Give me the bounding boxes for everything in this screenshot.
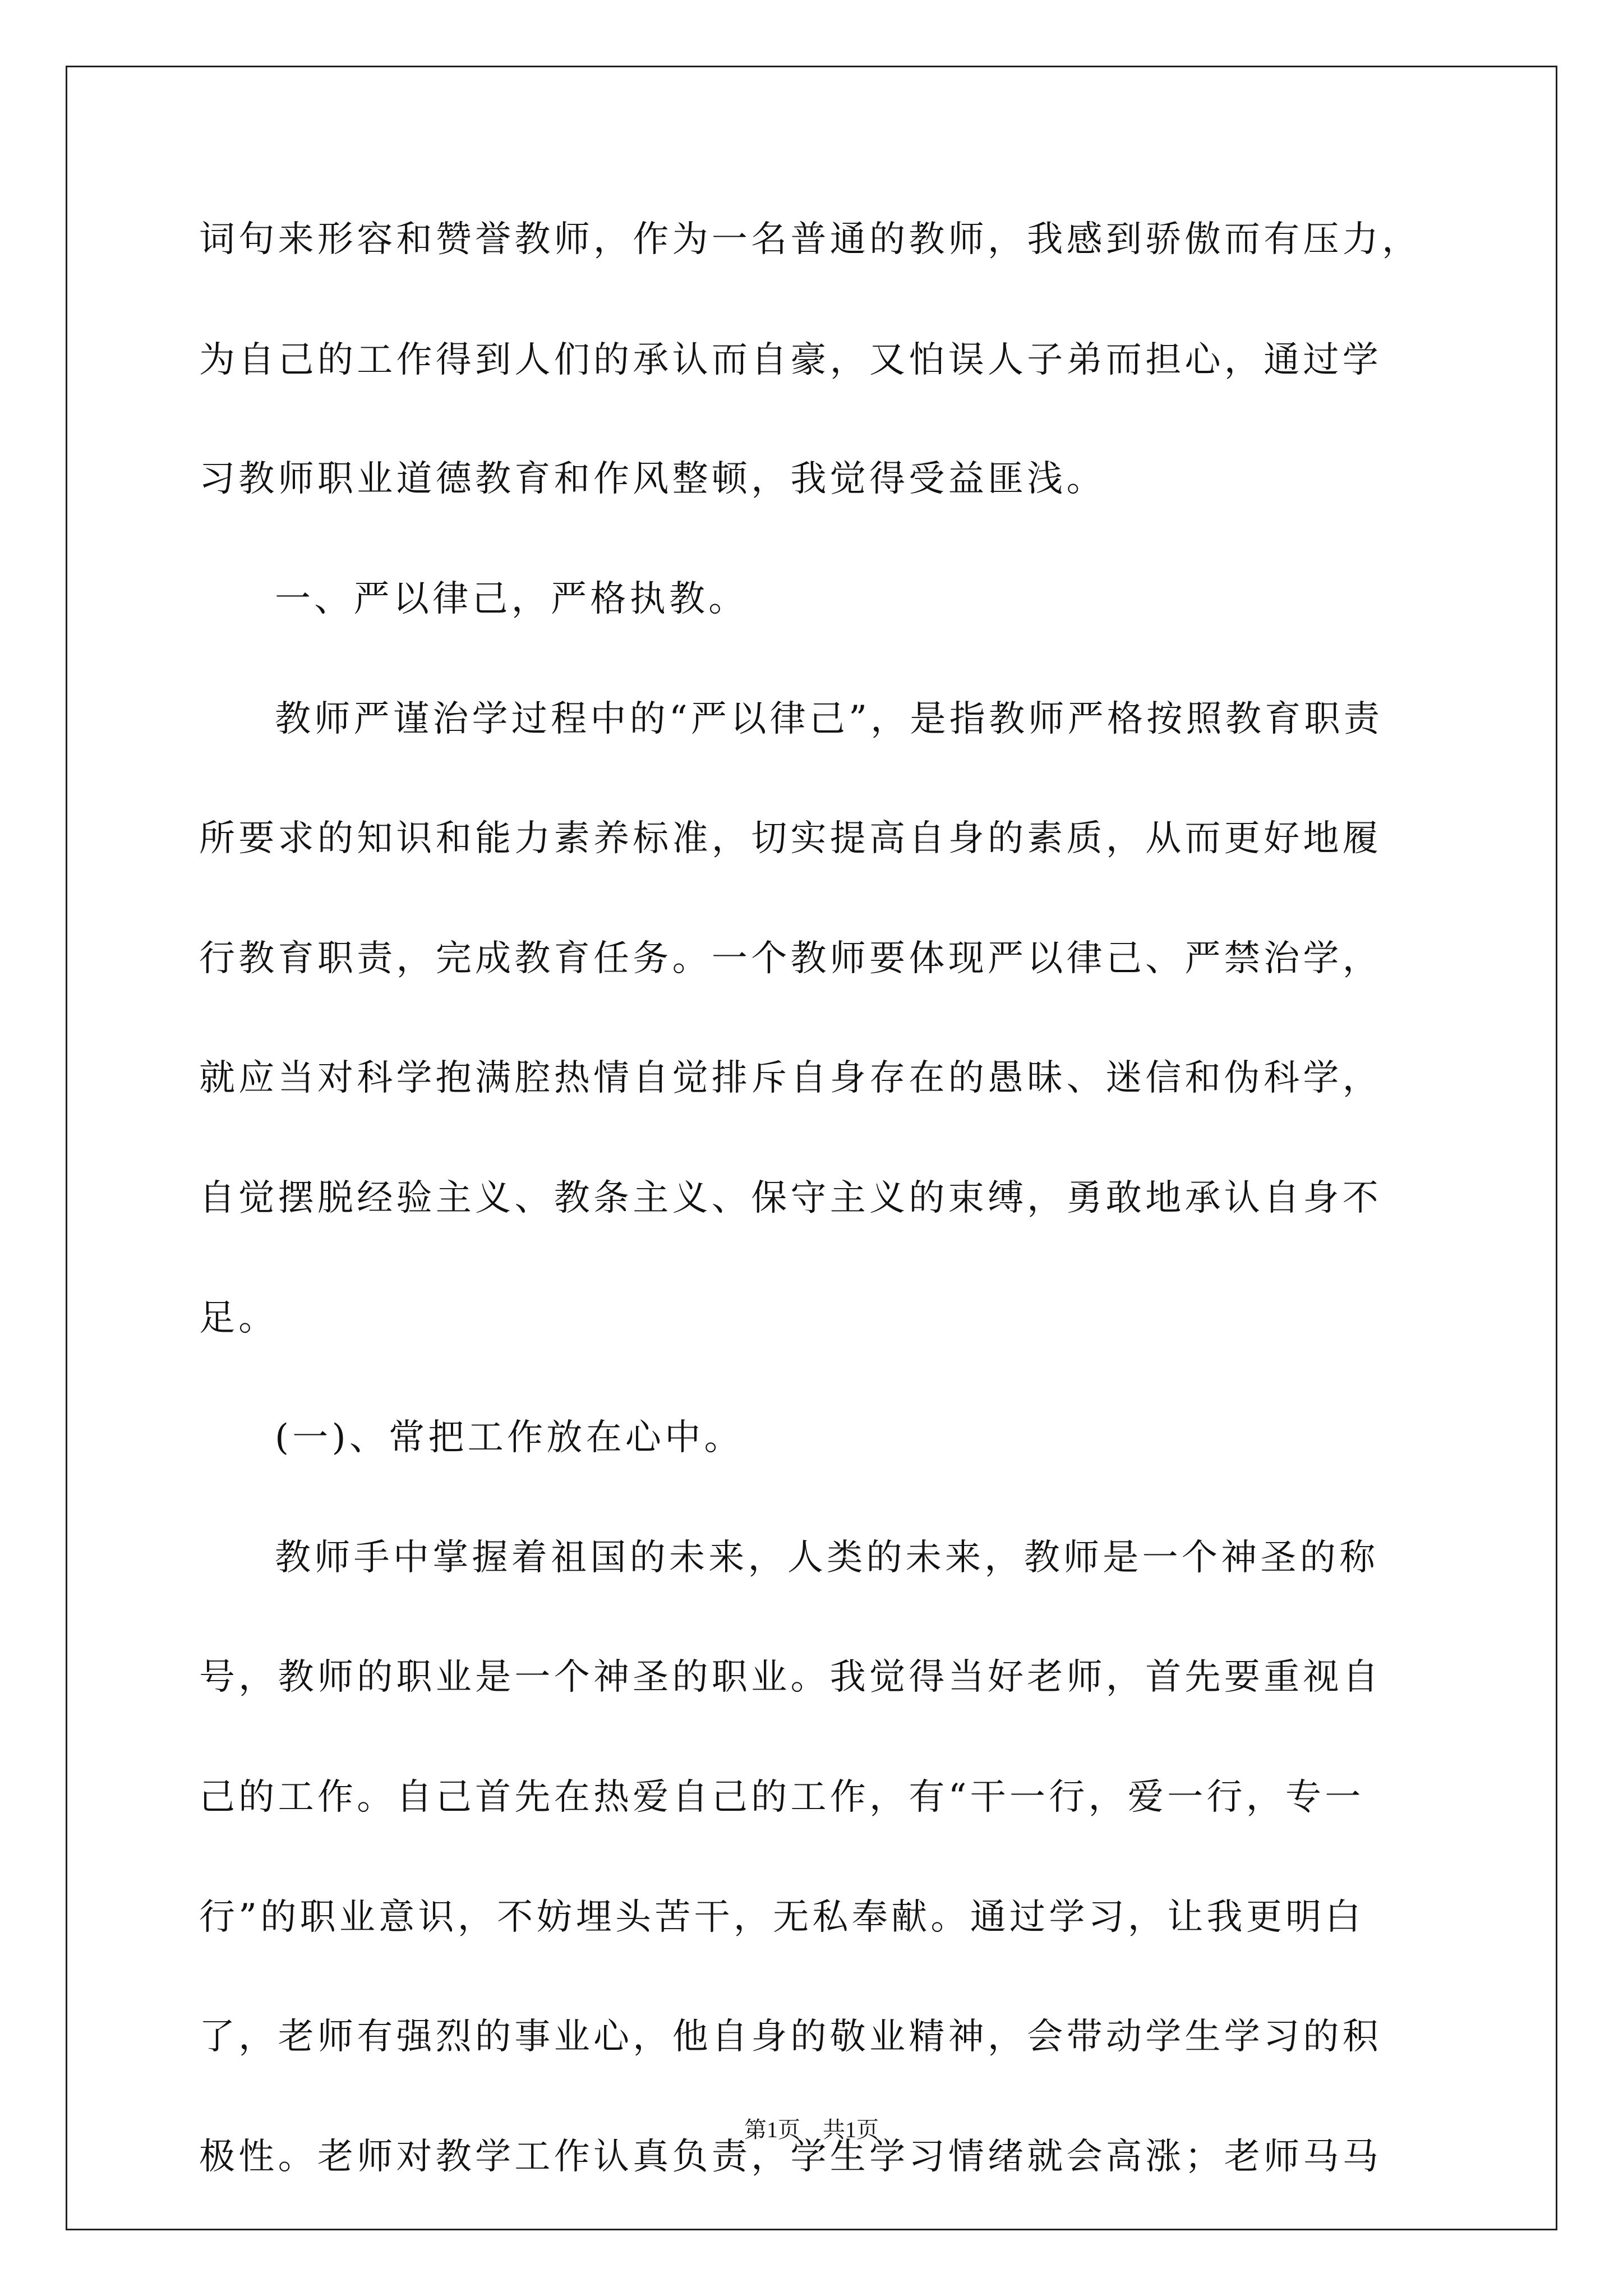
body-line: 足。 (199, 1297, 278, 1339)
body-line: 行教育职责，完成教育任务。一个教师要体现严以律己、严禁治学， (199, 938, 1382, 979)
body-line: 己的工作。自己首先在热爱自己的工作，有“干一行，爱一行，专一 (199, 1777, 1364, 1818)
body-line: 所要求的知识和能力素养标准，切实提高自身的素质，从而更好地履 (199, 818, 1382, 859)
body-line: 教师手中掌握着祖国的未来，人类的未来，教师是一个神圣的称 (275, 1537, 1379, 1579)
body-line: 习教师职业道德教育和作风整顿，我觉得受益匪浅。 (199, 458, 1106, 500)
body-line: 自觉摆脱经验主义、教条主义、保守主义的束缚，勇敢地承认自身不 (199, 1177, 1382, 1219)
body-line: 了，老师有强烈的事业心，他自身的敬业精神，会带动学生学习的积 (199, 2016, 1382, 2058)
body-line: 就应当对科学抱满腔热情自觉排斥自身存在的愚昧、迷信和伪科学， (199, 1057, 1382, 1099)
body-line: 为自己的工作得到人们的承认而自豪，又怕误人子弟而担心，通过学 (199, 339, 1382, 381)
body-line: 极性。老师对教学工作认真负责，学生学习情绪就会高涨；老师马马 (199, 2136, 1382, 2178)
body-line: 词句来形容和赞誉教师，作为一名普通的教师，我感到骄傲而有压力， (199, 219, 1422, 260)
body-line: 行”的职业意识，不妨埋头苦干，无私奉献。通过学习，让我更明白 (199, 1897, 1364, 1938)
subsection-heading: (一)、常把工作放在心中。 (275, 1417, 744, 1458)
body-line: 号，教师的职业是一个神圣的职业。我觉得当好老师，首先要重视自 (199, 1657, 1382, 1698)
section-heading: 一、严以律己，严格执教。 (275, 578, 748, 620)
page-number-footer: 第1页 共1页 (744, 2117, 879, 2142)
body-line: 教师严谨治学过程中的“严以律己”，是指教师严格按照教育职责 (275, 698, 1384, 740)
